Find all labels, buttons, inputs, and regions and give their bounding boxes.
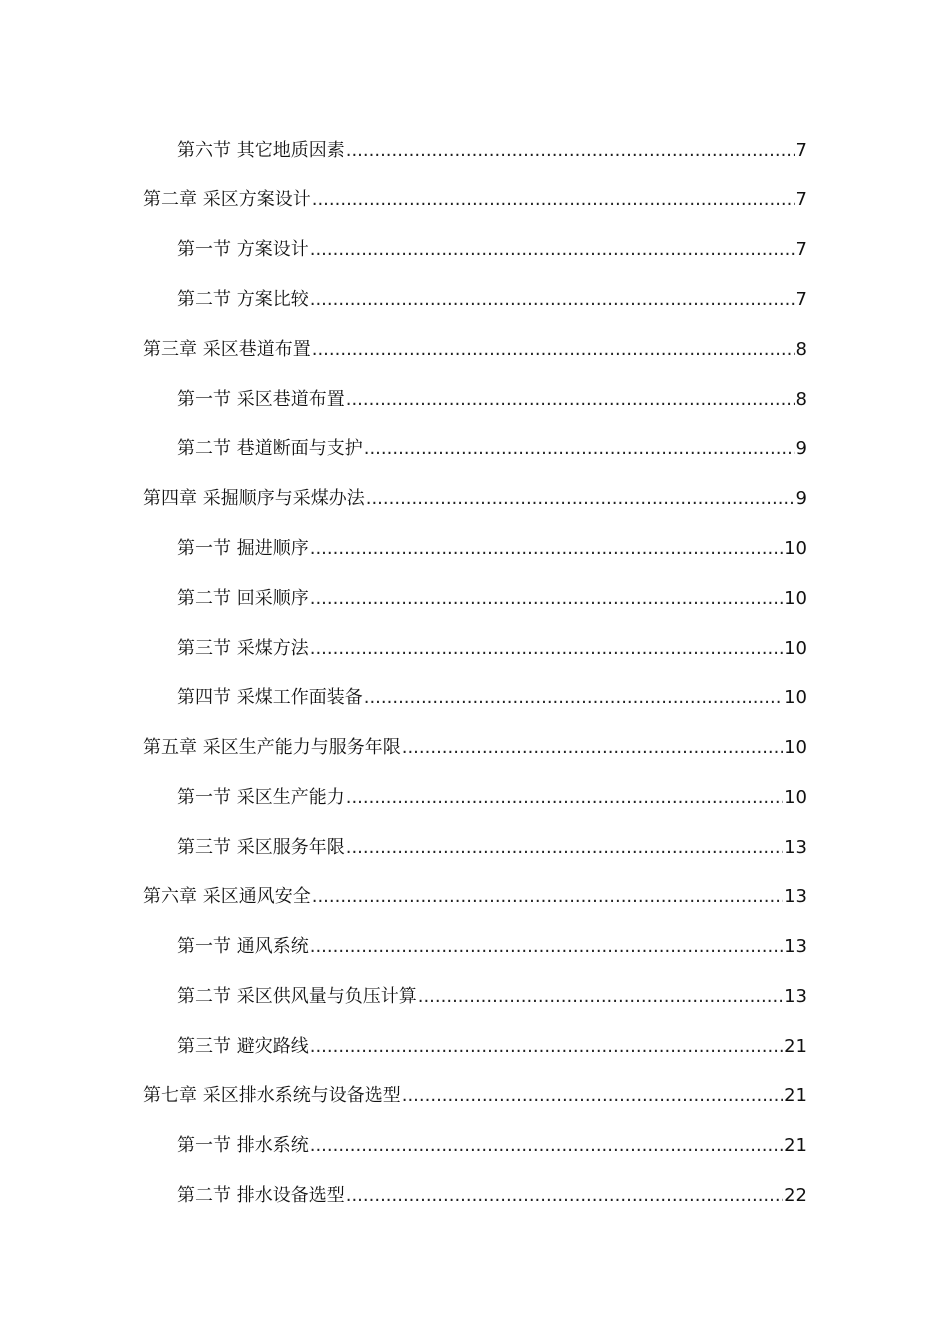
toc-entry-title: 第三章 采区巷道布置: [143, 339, 311, 360]
toc-entry-page: 13: [784, 986, 807, 1007]
dot-leader: [366, 484, 795, 514]
toc-entry-page: 10: [784, 538, 807, 559]
toc-entry-title: 第三节 避灾路线: [177, 1036, 309, 1057]
toc-entry-page: 7: [795, 239, 807, 260]
dot-leader: [364, 434, 795, 464]
toc-entry-page: 9: [795, 488, 807, 509]
toc-entry-page: 10: [784, 787, 807, 808]
toc-entry[interactable]: [177, 235, 807, 265]
toc-entry-page: 21: [784, 1036, 807, 1057]
toc-entry-title: 第一节 采区巷道布置: [177, 389, 345, 410]
dot-leader: [346, 783, 783, 813]
toc-entry-page: 21: [784, 1135, 807, 1156]
dot-leader: [346, 833, 783, 863]
toc-entry[interactable]: [177, 136, 807, 166]
toc-entry[interactable]: [143, 335, 807, 365]
dot-leader: [346, 1181, 783, 1211]
toc-entry-title: 第二节 排水设备选型: [177, 1185, 345, 1206]
toc-entry-title: 第五章 采区生产能力与服务年限: [143, 737, 401, 758]
toc-entry[interactable]: [143, 733, 807, 763]
toc-entry-page: 13: [784, 886, 807, 907]
dot-leader: [310, 1131, 783, 1161]
toc-entry-title: 第六节 其它地质因素: [177, 140, 345, 161]
dot-leader: [364, 683, 783, 713]
dot-leader: [310, 534, 783, 564]
toc-entry-page: 9: [795, 438, 807, 459]
toc-entry-page: 21: [784, 1085, 807, 1106]
dot-leader: [402, 1081, 783, 1111]
toc-entry[interactable]: [177, 434, 807, 464]
toc-entry-title: 第六章 采区通风安全: [143, 886, 311, 907]
toc-entry-title: 第三节 采煤方法: [177, 638, 309, 659]
dot-leader: [310, 1032, 783, 1062]
dot-leader: [312, 882, 783, 912]
toc-entry[interactable]: [143, 484, 807, 514]
dot-leader: [418, 982, 783, 1012]
toc-entry-title: 第二节 采区供风量与负压计算: [177, 986, 417, 1007]
toc-entry[interactable]: [143, 1081, 807, 1111]
toc-entry-title: 第一节 通风系统: [177, 936, 309, 957]
toc-entry[interactable]: [177, 634, 807, 664]
toc-entry-title: 第一节 采区生产能力: [177, 787, 345, 808]
dot-leader: [312, 185, 795, 215]
toc-entry-title: 第二节 方案比较: [177, 289, 309, 310]
toc-entry-page: 8: [795, 339, 807, 360]
toc-entry-page: 8: [795, 389, 807, 410]
toc-entry[interactable]: [177, 932, 807, 962]
dot-leader: [346, 385, 795, 415]
toc-entry-page: 7: [795, 189, 807, 210]
toc-entry[interactable]: [177, 1131, 807, 1161]
toc-entry-title: 第一节 排水系统: [177, 1135, 309, 1156]
toc-entry-title: 第二节 巷道断面与支护: [177, 438, 363, 459]
toc-entry-title: 第四章 采掘顺序与采煤办法: [143, 488, 365, 509]
dot-leader: [310, 285, 795, 315]
toc-entry-title: 第二节 回采顺序: [177, 588, 309, 609]
toc-entry[interactable]: [177, 683, 807, 713]
toc-entry[interactable]: [177, 783, 807, 813]
dot-leader: [310, 235, 795, 265]
toc-entry-title: 第一节 掘进顺序: [177, 538, 309, 559]
dot-leader: [346, 136, 795, 166]
dot-leader: [402, 733, 783, 763]
toc-entry[interactable]: [177, 982, 807, 1012]
toc-entry-page: 13: [784, 837, 807, 858]
toc-entry-title: 第一节 方案设计: [177, 239, 309, 260]
toc-entry-page: 10: [784, 687, 807, 708]
toc-entry[interactable]: [177, 534, 807, 564]
toc-entry[interactable]: [177, 285, 807, 315]
toc-entry[interactable]: [177, 833, 807, 863]
toc-entry-title: 第二章 采区方案设计: [143, 189, 311, 210]
dot-leader: [310, 932, 783, 962]
dot-leader: [310, 634, 783, 664]
toc-entry-title: 第四节 采煤工作面装备: [177, 687, 363, 708]
toc-entry[interactable]: [177, 385, 807, 415]
dot-leader: [310, 584, 783, 614]
toc-entry[interactable]: [143, 185, 807, 215]
dot-leader: [312, 335, 795, 365]
toc-entry-page: 10: [784, 588, 807, 609]
toc-entry-page: 13: [784, 936, 807, 957]
toc-entry-page: 10: [784, 737, 807, 758]
toc-entry[interactable]: [177, 1032, 807, 1062]
toc-entry-title: 第七章 采区排水系统与设备选型: [143, 1085, 401, 1106]
toc-entry-page: 7: [795, 140, 807, 161]
toc-entry-title: 第三节 采区服务年限: [177, 837, 345, 858]
toc-entry-page: 7: [795, 289, 807, 310]
toc-entry-page: 22: [784, 1185, 807, 1206]
toc-entry-page: 10: [784, 638, 807, 659]
toc-entry[interactable]: [177, 584, 807, 614]
toc-entry[interactable]: [177, 1181, 807, 1211]
toc-entry[interactable]: [143, 882, 807, 912]
